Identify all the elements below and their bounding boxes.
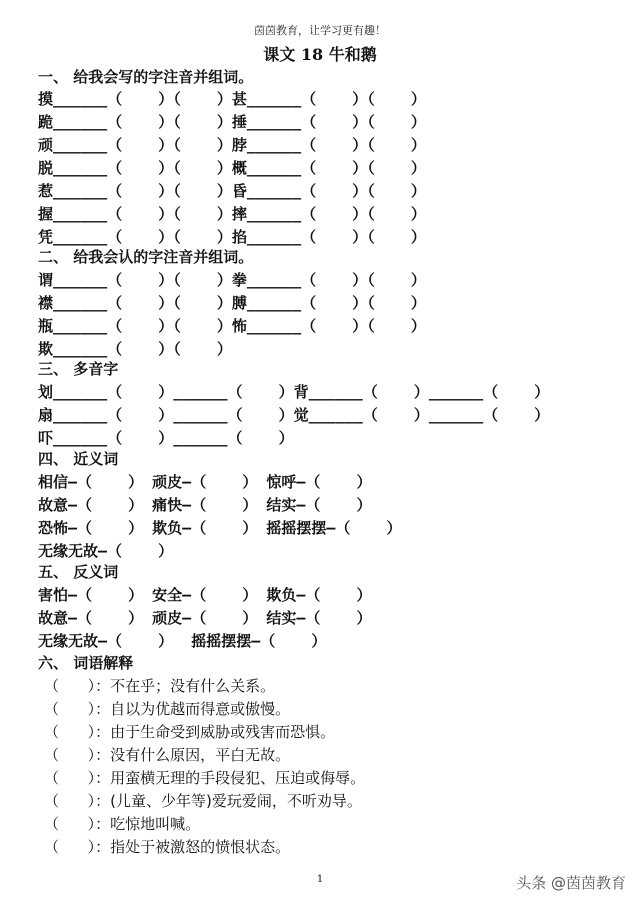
synonym-row: 相信—（ ） 顽皮—（ ） 惊呼—（ ） <box>38 473 372 491</box>
antonym-row: 无缘无故—（ ） 摇摇摆摆—（ ） <box>38 632 327 650</box>
section-heading-write: 一、 给我会写的字注音并组词。 <box>38 68 254 86</box>
write-row: 握______（ ）（ ）摔______（ ）（ ） <box>38 205 426 223</box>
section-heading-antonyms: 五、 反义词 <box>38 563 119 581</box>
page-number: 1 <box>316 874 324 885</box>
definition-row: （ ）：由于生命受到威胁或残害而恐惧。 <box>44 723 336 741</box>
definition-row: （ ）：没有什么原因，平白无故。 <box>44 746 291 764</box>
page-title: 课文 18 牛和鹅 <box>263 45 377 64</box>
write-row: 跪______（ ）（ ）捶______（ ）（ ） <box>38 113 426 131</box>
definition-row: （ ）：吃惊地叫喊。 <box>44 815 201 833</box>
antonym-row: 故意—（ ） 顽皮—（ ） 结实—（ ） <box>38 609 372 627</box>
synonym-row: 无缘无故—（ ） <box>38 542 174 560</box>
polyphone-row: 吓______（ ）______（ ） <box>38 429 294 447</box>
write-row: 脱______（ ）（ ）概______（ ）（ ） <box>38 159 426 177</box>
section-heading-synonyms: 四、 近义词 <box>38 450 119 468</box>
write-row: 顽______（ ）（ ）脖______（ ）（ ） <box>38 136 426 154</box>
definition-row: （ ）：用蛮横无理的手段侵犯、压迫或侮辱。 <box>44 769 366 787</box>
antonym-row: 害怕—（ ） 安全—（ ） 欺负—（ ） <box>38 586 372 604</box>
polyphone-row: 划______（ ）______（ ）背______（ ）______（ ） <box>38 383 550 401</box>
synonym-row: 故意—（ ） 痛快—（ ） 结实—（ ） <box>38 496 372 514</box>
page-header: 茵茵教育，让学习更有趣！ <box>254 24 386 37</box>
watermark: 头条 @茵茵教育 <box>516 874 626 892</box>
write-row: 凭______（ ）（ ）掐______（ ）（ ） <box>38 228 426 246</box>
definition-row: （ ）：(儿童、少年等)爱玩爱闹，不听劝导。 <box>44 792 362 810</box>
synonym-row: 恐怖—（ ） 欺负—（ ） 摇摇摆摆—（ ） <box>38 519 402 537</box>
section-heading-definitions: 六、 词语解释 <box>38 654 134 672</box>
definition-row: （ ）：指处于被激怒的愤恨状态。 <box>44 838 291 856</box>
write-row: 惹______（ ）（ ）昏______（ ）（ ） <box>38 182 426 200</box>
recognize-row: 欺______（ ）（ ） <box>38 340 232 358</box>
write-row: 摸______（ ）（ ）甚______（ ）（ ） <box>38 90 426 108</box>
section-heading-polyphone: 三、 多音字 <box>38 360 119 378</box>
section-heading-recognize: 二、 给我会认的字注音并组词。 <box>38 248 254 266</box>
recognize-row: 襟______（ ）（ ）膊______（ ）（ ） <box>38 294 426 312</box>
definition-row: （ ）：自以为优越而得意或傲慢。 <box>44 700 291 718</box>
recognize-row: 瓶______（ ）（ ）怖______（ ）（ ） <box>38 317 426 335</box>
definition-row: （ ）：不在乎；没有什么关系。 <box>44 677 276 695</box>
recognize-row: 谓______（ ）（ ）拳______（ ）（ ） <box>38 271 426 289</box>
polyphone-row: 扇______（ ）______（ ）觉______（ ）______（ ） <box>38 406 550 424</box>
